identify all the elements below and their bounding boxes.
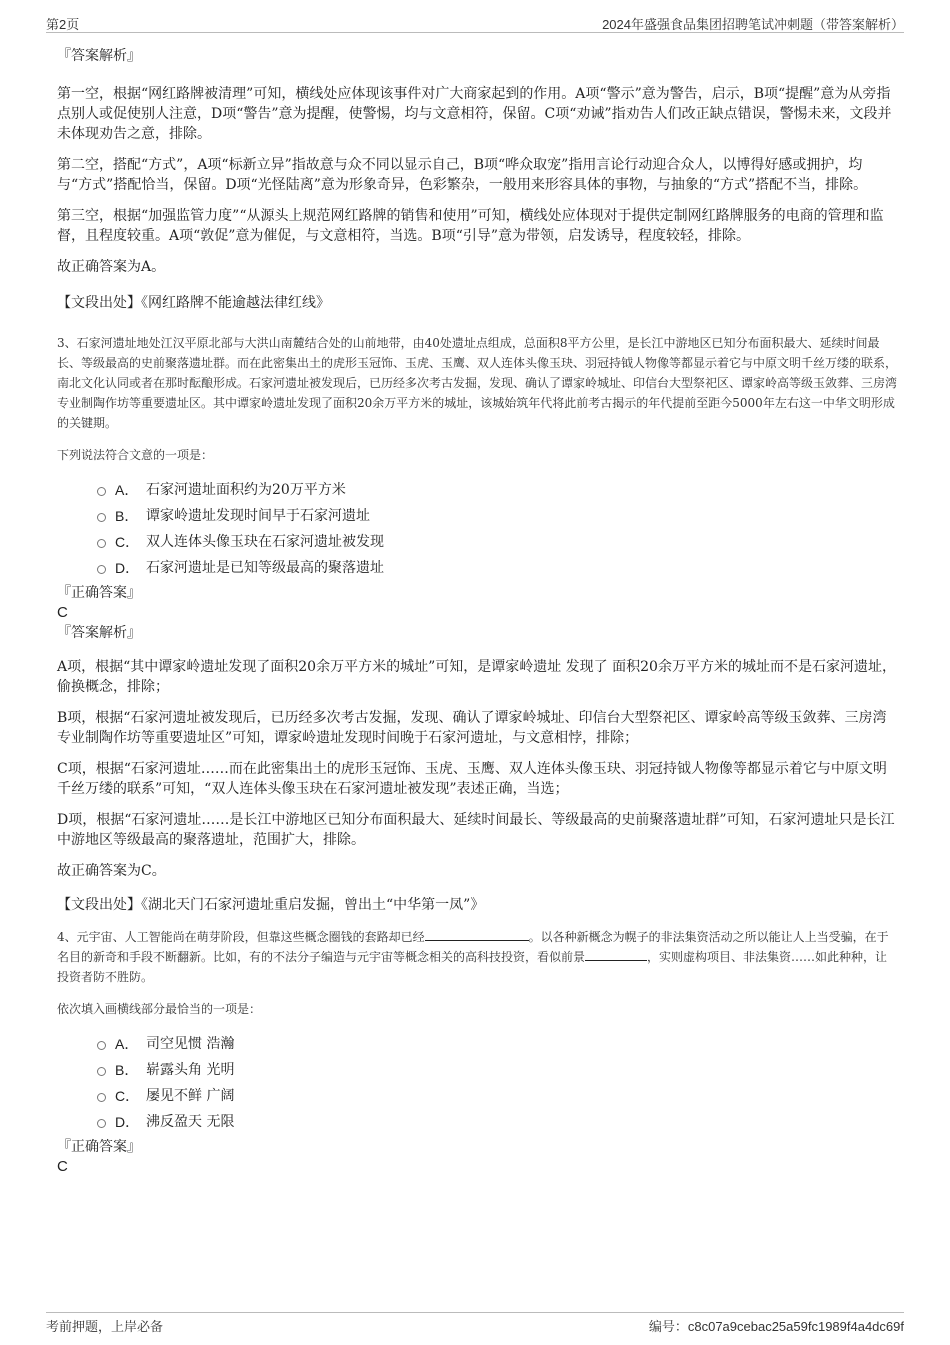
q4-stem: 4、元宇宙、人工智能尚在萌芽阶段，但靠这些概念圈钱的套路却已经 。以各种新概念为幌子的非法集资活动之所以能让人上当受骗，在于名目的新奇和手段不断翻新。比如，有的不法分子编造与元宇宙等概念相关的高科技投资，看似前景 ，实则虚构项目、非法集资……如此种种，让投资者防不胜防。	[57, 930, 889, 984]
q3-prompt: 下列说法符合文意的一项是：	[57, 448, 214, 462]
q2-analysis-label: 『答案解析』	[57, 48, 141, 64]
q2-source: 【文段出处】《网红路牌不能逾越法律红线》	[57, 295, 330, 311]
footer-slogan: 考前押题，上岸必备	[46, 1319, 164, 1334]
q4-option-d[interactable]: D． 沸反盈天 无限	[57, 1109, 897, 1135]
q4-correct-answer: C	[57, 1158, 68, 1175]
blank-1	[425, 928, 529, 941]
document-title: 2024年盛强食品集团招聘笔试冲刺题（带答案解析）	[602, 17, 904, 32]
q4-options	[57, 1031, 897, 1135]
radio-icon[interactable]	[97, 487, 106, 496]
q3-correct-answer: C	[57, 604, 68, 621]
blank-2	[585, 948, 647, 961]
q2-analysis-para-3: 第三空，根据“加强监管力度”“从源头上规范网红路牌的销售和使用”可知，横线处应体现对于提供定制网红路牌服务的电商的管理和监督，且程度较重。A项“敦促”意为催促，与文意相符，当选。B项“引导”意为带领，启发诱导，程度较轻，排除。	[57, 208, 884, 244]
q3-option-d[interactable]: D． 石家河遗址是已知等级最高的聚落遗址	[57, 555, 897, 581]
q3-option-b[interactable]: B． 谭家岭遗址发现时间早于石家河遗址	[57, 503, 897, 529]
q3-analysis-para-d: D项，根据“石家河遗址……是长江中游地区已知分布面积最大、延续时间最长、等级最高的史前聚落遗址群”可知，石家河遗址只是长江中游地区等级最高的聚落遗址，范围扩大，排除。	[57, 812, 895, 848]
q3-analysis-para-b: B项，根据“石家河遗址被发现后，已历经多次考古发掘，发现、确认了谭家岭城址、印信台大型祭祀区、谭家岭高等级玉敛葬、三房湾专业制陶作坊等重要遗址区”可知，谭家岭遗址发现时间晚于石家河遗址，与文意相悖，排除；	[57, 710, 887, 746]
q4-option-c[interactable]: C． 屡见不鲜 广阔	[57, 1083, 897, 1109]
q4-correct-label: 『正确答案』	[57, 1139, 141, 1155]
radio-icon[interactable]	[97, 1119, 106, 1128]
q3-option-a[interactable]: A． 石家河遗址面积约为20万平方米	[57, 477, 897, 503]
q3-correct-label: 『正确答案』	[57, 585, 141, 601]
q2-analysis-para-2: 第二空，搭配“方式”，A项“标新立异”指故意与众不同以显示自己，B项“哗众取宠”指用言论行动迎合众人，以博得好感或拥护，均与“方式”搭配恰当，保留。D项“光怪陆离”意为形象奇异，色彩繁杂，一般用来形容具体的事物，与抽象的“方式”搭配不当，排除。	[57, 157, 868, 193]
q3-options	[57, 477, 897, 581]
page-content	[57, 40, 897, 1177]
page-footer	[46, 1312, 904, 1335]
q3-analysis-label: 『答案解析』	[57, 625, 141, 641]
q3-analysis-para-a: A项，根据“其中谭家岭遗址发现了面积20余万平方米的城址”可知，是谭家岭遗址 发现了 面积20余万平方米的城址而不是石家河遗址，偷换概念，排除；	[57, 659, 896, 695]
q3-option-c[interactable]: C． 双人连体头像玉玦在石家河遗址被发现	[57, 529, 897, 555]
q3-stem: 3、石家河遗址地处江汉平原北部与大洪山南麓结合处的山前地带，由40处遗址点组成，总面积8平方公里，是长江中游地区已知分布面积最大、延续时间最长、等级最高的史前聚落遗址群。而在此密集出土的虎形玉冠饰、玉虎、玉鹰、双人连体头像玉玦、羽冠持钺人物像等都显示着它与中原文明千丝万缕的联系，南北文化认同或者在那时酝酿形成。石家河遗址被发现后，已历经多次考古发掘，发现、确认了谭家岭城址、印信台大型祭祀区、谭家岭高等级玉敛葬、三房湾专业制陶作坊等重要遗址区。其中谭家岭遗址发现了面积20余万平方米的城址，该城始筑年代将此前考古揭示的年代提前至距今5000年左右这一中华文明形成的关键期。	[57, 336, 898, 430]
q4-option-a[interactable]: A． 司空见惯 浩瀚	[57, 1031, 897, 1057]
q4-option-b[interactable]: B． 崭露头角 光明	[57, 1057, 897, 1083]
page-header	[46, 12, 904, 33]
radio-icon[interactable]	[97, 539, 106, 548]
q2-analysis-para-1: 第一空，根据“网红路牌被清理”可知，横线处应体现该事件对广大商家起到的作用。A项“警示”意为警告，启示，B项“提醒”意为从旁指点别人或促使别人注意，D项“警告”意为提醒，使警惕，均与文意相符，保留。C项“劝诫”指劝告人们改正缺点错误，警惕未来，文段并未体现劝告之意，排除。	[57, 86, 892, 142]
q3-analysis-para-c: C项，根据“石家河遗址……而在此密集出土的虎形玉冠饰、玉虎、玉鹰、双人连体头像玉玦、羽冠持钺人物像等都显示着它与中原文明千丝万缕的联系”可知，“双人连体头像玉玦在石家河遗址被发现”表述正确，当选；	[57, 761, 887, 797]
q4-prompt: 依次填入画横线部分最恰当的一项是：	[57, 1002, 262, 1016]
q3-source: 【文段出处】《湖北天门石家河遗址重启发掘，曾出土“中华第一凤”》	[57, 897, 485, 913]
radio-icon[interactable]	[97, 1067, 106, 1076]
radio-icon[interactable]	[97, 1093, 106, 1102]
radio-icon[interactable]	[97, 513, 106, 522]
radio-icon[interactable]	[97, 565, 106, 574]
q2-conclusion: 故正确答案为A。	[57, 259, 166, 275]
page-number: 第2页	[46, 17, 80, 32]
document-id: 编号：c8c07a9cebac25a59fc1989f4a4dc69f	[648, 1319, 904, 1334]
radio-icon[interactable]	[97, 1041, 106, 1050]
q3-conclusion: 故正确答案为C。	[57, 863, 166, 879]
